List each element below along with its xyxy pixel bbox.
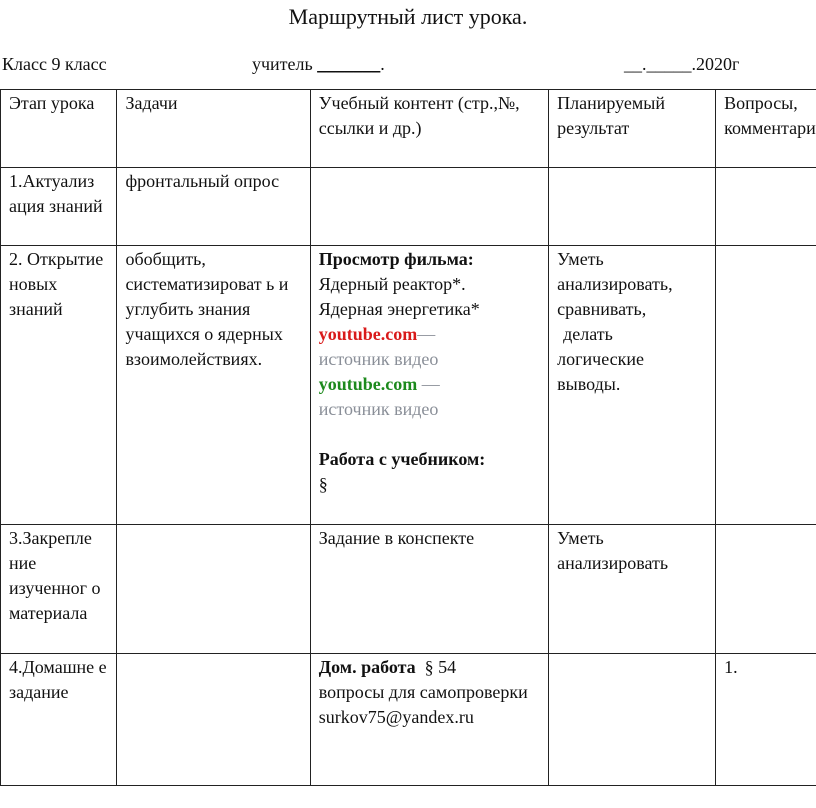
homework-line [319, 655, 542, 680]
video-link-2-dash: — [417, 374, 440, 394]
video-link-1-dash: — [417, 324, 436, 344]
row1-questions [716, 168, 816, 246]
teacher-field [252, 54, 385, 75]
header-tasks: Задачи [117, 90, 310, 168]
row1-stage: 1.Актуализ ация знаний [1, 168, 117, 246]
row2-tasks: обобщить, систематизироват ь и углубить знания учащихся о ядерных взоимолействиях. [117, 246, 310, 525]
teacher-dot: . [380, 54, 385, 74]
result-line: анализировать, [557, 274, 673, 294]
video-link-2[interactable]: youtube.com [318, 374, 418, 394]
table-row [1, 168, 816, 246]
row3-questions [716, 525, 816, 654]
video-link-2-line [319, 372, 542, 397]
row3-result: Уметь анализировать [549, 525, 716, 654]
row2-content [310, 246, 548, 525]
video-link-1-line [319, 322, 542, 347]
row3-tasks [117, 525, 310, 654]
spacer [319, 422, 542, 447]
textbook-heading: Работа с учебником: [318, 449, 486, 469]
row2-result [549, 246, 716, 525]
row1-content [310, 168, 548, 246]
textbook-section: § [318, 474, 328, 494]
film-heading: Просмотр фильма: [318, 249, 474, 269]
row4-tasks [117, 654, 310, 786]
table-row [1, 525, 816, 654]
homework-label: Дом. работа [318, 657, 416, 677]
header-questions: Вопросы, комментари [716, 90, 816, 168]
result-line: сравнивать, [557, 299, 647, 319]
homework-text: вопросы для самопроверки [318, 682, 528, 702]
class-label: Класс 9 класс [2, 54, 107, 74]
route-table [0, 89, 816, 786]
row4-questions: 1. [716, 654, 816, 786]
row4-stage: 4.Домашне е задание [1, 654, 117, 786]
row3-stage: 3.Закрепле ние изученног о материала [1, 525, 117, 654]
table-row [1, 246, 816, 525]
teacher-blank: _______ [317, 54, 381, 74]
row4-content [310, 654, 548, 786]
row2-stage: 2. Открытие новых знаний [1, 246, 117, 525]
header-content: Учебный контент (стр.,№, ссылки и др.) [310, 90, 548, 168]
table-row [1, 654, 816, 786]
teacher-label: учитель [252, 54, 313, 74]
date-field: __._____.2020г [624, 54, 740, 74]
film-title-2: Ядерная энергетика* [318, 299, 480, 319]
homework-section: § 54 [424, 657, 457, 677]
row4-result [549, 654, 716, 786]
video-link-1[interactable]: youtube.com [318, 324, 418, 344]
table-header-row [1, 90, 816, 168]
teacher-email[interactable]: surkov75@yandex.ru [318, 707, 474, 727]
result-line: выводы. [557, 374, 621, 394]
row2-questions [716, 246, 816, 525]
row3-content: Задание в конспекте [310, 525, 548, 654]
row1-result [549, 168, 716, 246]
header-result: Планируемый результат [549, 90, 716, 168]
result-line: Уметь [557, 249, 604, 269]
video-source-1: источник видео [318, 349, 439, 369]
video-source-2: источник видео [318, 399, 439, 419]
result-line: логические [557, 349, 644, 369]
result-line: делать [563, 324, 613, 344]
page-title: Маршрутный лист урока. [288, 4, 528, 29]
film-title-1: Ядерный реактор*. [318, 274, 466, 294]
header-stage: Этап урока [1, 90, 117, 168]
row1-tasks: фронтальный опрос [117, 168, 310, 246]
